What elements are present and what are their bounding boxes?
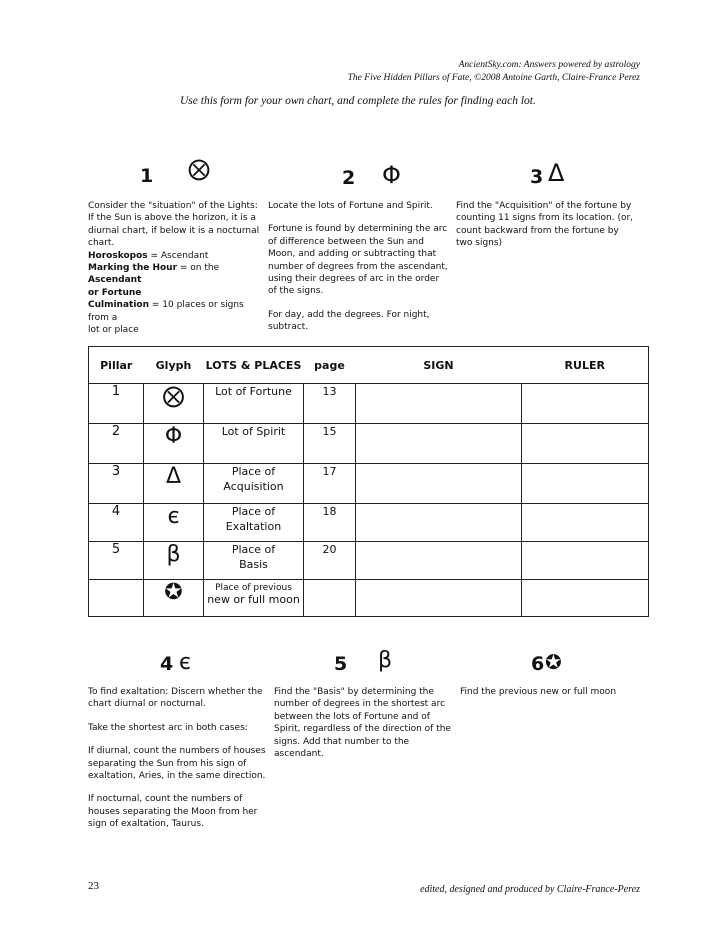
ruler-entry[interactable]: [522, 542, 649, 580]
s2-para: For day, add the degrees. For night, subtract.: [268, 309, 430, 333]
ruler-entry[interactable]: [522, 384, 649, 424]
section-6-text: [460, 686, 640, 709]
page-cell: 17: [304, 464, 356, 504]
section-2-text: [268, 200, 448, 345]
moon-star-glyph-icon: ✪: [545, 650, 562, 674]
ruler-entry[interactable]: [522, 580, 649, 617]
page-cell: 20: [304, 542, 356, 580]
section-1-number: 1: [140, 165, 154, 187]
lot-cell: Place of Basis: [204, 542, 304, 580]
intro-instruction: Use this form for your own chart, and complete the rules for finding each lot.: [180, 95, 536, 107]
section-6-number: 6: [531, 653, 545, 675]
s6-para: Find the previous new or full moon: [460, 687, 617, 697]
page-cell: 18: [304, 504, 356, 542]
header-lots-places: LOTS & PLACES: [205, 358, 302, 372]
lot-label: new or full moon: [207, 593, 300, 606]
lot-cell: Lot of Fortune: [204, 384, 304, 424]
section-2-number: 2: [342, 167, 356, 189]
header-ruler: RULER: [564, 358, 605, 372]
pillar-cell: 5: [89, 542, 144, 580]
section-3-text: [456, 200, 636, 261]
section-3-number: 3: [530, 166, 544, 188]
s1-line-fortune: [88, 287, 263, 299]
term-marking-hour: Marking the Hour: [88, 263, 178, 274]
s4-para: If diurnal, count the numbers of houses separating the Sun from his sign of exaltation, Aries, in the same direction.: [88, 746, 266, 782]
table-row: [89, 504, 649, 542]
page-cell: [304, 580, 356, 617]
term-marking-def: = on the: [177, 263, 220, 274]
pillar-cell: [89, 580, 144, 617]
fortune-glyph-icon: ⨂: [188, 157, 210, 182]
s4-para: Take the shortest arc in both cases:: [88, 722, 248, 733]
page-number: 23: [88, 880, 99, 892]
acquisition-glyph-icon: Δ: [548, 159, 565, 187]
term-or-fortune: or Fortune: [88, 287, 142, 298]
spirit-glyph-icon: Φ: [382, 161, 401, 189]
fortune-glyph-icon: ⨂: [144, 384, 204, 424]
s1-line: diurnal chart, if below it is a nocturnal: [88, 225, 260, 236]
s1-line-marking: [88, 262, 263, 287]
s1-line: lot or place: [88, 325, 139, 336]
spirit-glyph-icon: Φ: [144, 424, 204, 464]
s1-line: If the Sun is above the horizon, it is a: [88, 213, 256, 224]
table-row: [89, 464, 649, 504]
ruler-entry[interactable]: [522, 504, 649, 542]
term-horoskopos: Horoskopos: [88, 250, 148, 261]
section-4-text: [88, 686, 268, 842]
header-pillar: Pillar: [100, 358, 133, 372]
exaltation-glyph-icon: є: [179, 650, 192, 675]
s4-para: To find exaltation: Discern whether the chart diurnal or nocturnal.: [88, 687, 263, 710]
lot-cell: Place of Acquisition: [204, 464, 304, 504]
header-site-line: AncientSky.com: Answers powered by astrology: [458, 60, 640, 70]
lots-table: [88, 346, 649, 617]
section-1-text: [88, 200, 263, 336]
table-row: [89, 580, 649, 617]
table-header-row: [89, 347, 649, 384]
exaltation-glyph-icon: є: [144, 504, 204, 542]
s1-line: Consider the "situation" of the Lights:: [88, 201, 258, 211]
pillar-cell: 4: [89, 504, 144, 542]
term-culmination-def: = 10 places or signs from a: [88, 300, 244, 323]
table-row: [89, 424, 649, 464]
sign-entry[interactable]: [356, 504, 522, 542]
header-page: page: [314, 358, 345, 372]
page-cell: 13: [304, 384, 356, 424]
sign-entry[interactable]: [356, 424, 522, 464]
sign-entry[interactable]: [356, 580, 522, 617]
s1-line: chart.: [88, 238, 115, 249]
pillar-cell: 2: [89, 424, 144, 464]
table-row: [89, 384, 649, 424]
lot-cell: Place of Exaltation: [204, 504, 304, 542]
section-5-text: [274, 686, 454, 771]
ruler-entry[interactable]: [522, 424, 649, 464]
lot-small-label: Place of previous: [215, 583, 292, 593]
s4-para: If nocturnal, count the numbers of houses separating the Moon from her sign of exaltation, Taurus.: [88, 794, 258, 830]
sign-entry[interactable]: [356, 384, 522, 424]
moon-star-glyph-icon: ✪: [144, 580, 204, 617]
term-culmination: Culmination: [88, 300, 150, 311]
basis-glyph-icon: β: [144, 542, 204, 580]
basis-glyph-icon: β: [378, 648, 393, 673]
s5-para: Find the "Basis" by determining the number of degrees in the shortest arc between the lots of Fortune and of Spirit, regardless of the direction of the signs. Add that number to the ascendant.: [274, 687, 451, 760]
acquisition-glyph-icon: Δ: [144, 464, 204, 504]
header-sign: SIGN: [423, 358, 454, 372]
pillar-cell: 3: [89, 464, 144, 504]
lot-cell: Lot of Spirit: [204, 424, 304, 464]
s3-para: Find the "Acquisition" of the fortune by counting 11 signs from its location. (or, count backward from the fortune by two signs): [456, 201, 634, 249]
page-cell: 15: [304, 424, 356, 464]
section-5-number: 5: [334, 653, 348, 675]
footer-credit: edited, designed and produced by Claire-France-Perez: [420, 884, 640, 895]
header-book-line: The Five Hidden Pillars of Fate, ©2008 Antoine Garth, Claire-France Perez: [347, 73, 640, 83]
term-marking-ascendant: Ascendant: [88, 275, 142, 286]
sign-entry[interactable]: [356, 542, 522, 580]
term-horoskopos-def: = Ascendant: [147, 250, 209, 261]
s2-para: Locate the lots of Fortune and Spirit.: [268, 201, 433, 211]
sign-entry[interactable]: [356, 464, 522, 504]
s1-line-horoskopos: [88, 250, 263, 262]
s1-line-culmination: [88, 299, 263, 324]
section-4-number: 4: [160, 653, 174, 675]
ruler-entry[interactable]: [522, 464, 649, 504]
s2-para: Fortune is found by determining the arc of difference between the Sun and Moon, and adding or subtracting that number of degrees from the ascendant, using their degrees of arc in the order of the signs.: [268, 224, 448, 297]
lot-cell: [204, 580, 304, 617]
header-glyph: Glyph: [155, 358, 192, 372]
table-row: [89, 542, 649, 580]
pillar-cell: 1: [89, 384, 144, 424]
